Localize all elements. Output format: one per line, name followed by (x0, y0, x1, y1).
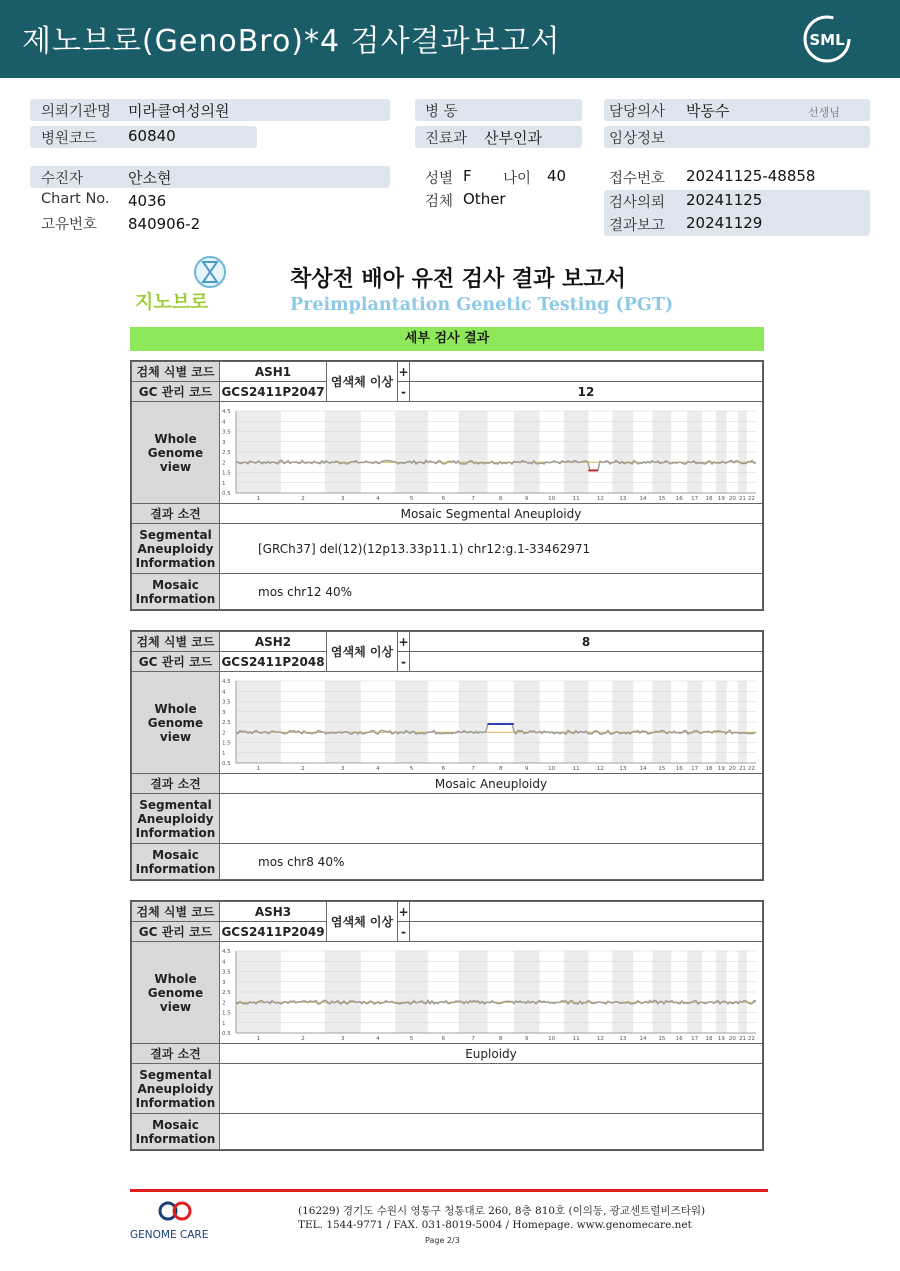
report-subtitle: Preimplantation Genetic Testing (PGT) (290, 295, 674, 315)
sex-value: F (463, 167, 472, 185)
doctor-value: 박동수 (686, 102, 730, 120)
x-tick-label: 7 (471, 495, 475, 502)
x-tick-label: 17 (691, 765, 699, 772)
x-tick-label: 6 (441, 765, 446, 772)
chrom-abnormal-label: 염색체 이상 (327, 902, 398, 942)
x-tick-label: 16 (675, 765, 683, 772)
seg-label-line: Segmental (139, 527, 212, 542)
seg-info-label (132, 794, 220, 844)
mosaic-label-line: Information (135, 591, 216, 606)
request-value: 20241125 (686, 191, 763, 209)
y-tick-label: 4.5 (222, 948, 231, 955)
x-tick-label: 1 (256, 495, 261, 502)
wgv-label-line: Genome (147, 985, 204, 1000)
seg-label-line: Segmental (139, 797, 212, 812)
y-tick-label: 1.5 (222, 1010, 231, 1016)
result-label: 결과 소견 (132, 774, 220, 794)
plus-sign: + (398, 902, 410, 922)
x-tick-label: 15 (658, 495, 666, 502)
wgv-label (132, 942, 220, 1044)
institution-value: 미라클여성의원 (128, 102, 230, 120)
sample-block-2 (130, 630, 764, 881)
seg-info-value (220, 794, 763, 844)
x-tick-label: 5 (409, 765, 414, 772)
institution-label: 의뢰기관명 (41, 104, 112, 120)
x-tick-label: 16 (675, 1035, 683, 1042)
y-tick-label: 3 (222, 709, 226, 716)
x-tick-label: 15 (658, 1035, 666, 1042)
result-label: 결과 소견 (132, 504, 220, 524)
seg-info-label (132, 1064, 220, 1114)
y-tick-label: 1.5 (222, 470, 231, 476)
plus-sign: + (398, 362, 410, 382)
gc-code-value: GCS2411P2047 (220, 382, 327, 402)
x-tick-label: 12 (596, 495, 604, 502)
loss-chromosomes (410, 652, 763, 672)
sample-code-value: ASH2 (220, 632, 327, 652)
ward-label: 병 동 (425, 104, 458, 120)
sample-code-label: 검체 식별 코드 (132, 362, 220, 382)
seg-label-line: Information (135, 1095, 216, 1110)
x-tick-label: 13 (619, 495, 627, 502)
loss-chromosomes: 12 (410, 382, 763, 402)
chrom-abnormal-label: 염색체 이상 (327, 632, 398, 672)
genome-care-logo-icon (128, 1200, 228, 1244)
mosaic-info-value: mos chr12 40% (220, 574, 763, 610)
footer-address (298, 1204, 705, 1232)
receipt-label: 접수번호 (609, 171, 666, 187)
gc-code-label: GC 관리 코드 (132, 652, 220, 672)
wgv-label-line: Genome (147, 445, 204, 460)
x-tick-label: 8 (498, 765, 503, 772)
y-tick-label: 0.5 (222, 1030, 231, 1037)
dept-label: 진료과 (425, 131, 468, 147)
seg-label-line: Aneuploidy (137, 1081, 214, 1096)
x-tick-label: 12 (596, 1035, 604, 1042)
seg-label-line: Aneuploidy (137, 541, 214, 556)
x-tick-label: 13 (619, 1035, 627, 1042)
minus-sign: - (398, 922, 410, 942)
y-tick-label: 4 (222, 958, 226, 965)
y-tick-label: 1 (222, 750, 226, 757)
page-title: 제노브로(GenoBro)*4 검사결과보고서 (22, 24, 561, 59)
y-tick-label: 1.5 (222, 740, 231, 746)
gc-code-label: GC 관리 코드 (132, 382, 220, 402)
mosaic-label-line: Information (135, 1131, 216, 1146)
wgv-label-line: Whole (154, 431, 197, 446)
x-tick-label: 4 (376, 495, 380, 502)
seg-label-line: Aneuploidy (137, 811, 214, 826)
hospital-code-label: 병원코드 (41, 131, 98, 147)
x-tick-label: 9 (524, 765, 529, 772)
y-tick-label: 3 (222, 979, 226, 986)
gain-chromosomes (410, 362, 763, 382)
clinical-label: 임상정보 (609, 131, 666, 147)
footer-divider (130, 1189, 768, 1192)
x-tick-label: 5 (409, 1035, 414, 1042)
x-tick-label: 9 (524, 1035, 529, 1042)
x-tick-label: 20 (728, 495, 736, 502)
y-tick-label: 3 (222, 439, 226, 446)
x-tick-label: 1 (256, 765, 261, 772)
report-date-value: 20241129 (686, 214, 763, 232)
y-tick-label: 1 (222, 480, 226, 487)
x-tick-label: 7 (471, 765, 475, 772)
seg-info-label (132, 524, 220, 574)
svg-text:지노브로: 지노브로 (135, 291, 209, 313)
name-label: 수진자 (41, 171, 84, 187)
x-tick-label: 22 (747, 765, 755, 772)
x-tick-label: 11 (572, 495, 580, 502)
section-header: 세부 검사 결과 (130, 327, 764, 351)
result-value: Mosaic Aneuploidy (220, 774, 763, 794)
receipt-value: 20241125-48858 (686, 167, 816, 185)
sample-block-1 (130, 360, 764, 611)
doctor-suffix: 선생님 (808, 106, 840, 119)
wgv-label-line: view (159, 729, 192, 744)
age-value: 40 (547, 167, 567, 185)
x-tick-label: 11 (572, 765, 580, 772)
x-tick-label: 1 (256, 1035, 261, 1042)
footer-contact-line: TEL. 1544-9771 / FAX. 031-8019-5004 / Homepage. www.genomecare.net (298, 1219, 692, 1231)
x-tick-label: 2 (301, 1035, 305, 1042)
y-tick-label: 2.5 (222, 719, 231, 726)
svg-text:SML: SML (809, 31, 845, 49)
y-tick-label: 2.5 (222, 449, 231, 456)
x-tick-label: 3 (341, 495, 345, 502)
dept-value: 산부인과 (484, 129, 542, 147)
sample-block-3 (130, 900, 764, 1151)
y-tick-label: 4.5 (222, 678, 231, 685)
wgv-label-line: Whole (154, 971, 197, 986)
x-tick-label: 22 (747, 1035, 755, 1042)
sample-code-label: 검체 식별 코드 (132, 902, 220, 922)
y-tick-label: 3.5 (222, 969, 231, 975)
x-tick-label: 5 (409, 495, 414, 502)
x-tick-label: 19 (717, 765, 725, 772)
sex-label: 성별 (425, 171, 454, 187)
y-tick-label: 4 (222, 688, 226, 695)
y-tick-label: 0.5 (222, 760, 231, 767)
x-tick-label: 6 (441, 495, 446, 502)
x-tick-label: 15 (658, 765, 666, 772)
mosaic-info-label (132, 1114, 220, 1150)
x-tick-label: 14 (639, 765, 647, 772)
specimen-value: Other (463, 190, 506, 208)
mosaic-info-label (132, 574, 220, 610)
x-tick-label: 4 (376, 765, 380, 772)
x-tick-label: 4 (376, 1035, 380, 1042)
sample-code-value: ASH3 (220, 902, 327, 922)
specimen-label: 검체 (425, 194, 454, 210)
x-tick-label: 10 (548, 495, 556, 502)
y-tick-label: 4 (222, 418, 226, 425)
result-label: 결과 소견 (132, 1044, 220, 1064)
x-tick-label: 13 (619, 765, 627, 772)
x-tick-label: 20 (728, 765, 736, 772)
x-tick-label: 16 (675, 495, 683, 502)
x-tick-label: 11 (572, 1035, 580, 1042)
wgv-label-line: Genome (147, 715, 204, 730)
x-tick-label: 18 (705, 765, 713, 772)
gc-code-value: GCS2411P2049 (220, 922, 327, 942)
genobro-logo-icon (130, 252, 250, 318)
seg-label-line: Information (135, 825, 216, 840)
sample-code-value: ASH1 (220, 362, 327, 382)
x-tick-label: 10 (548, 765, 556, 772)
genome-view-chart (220, 402, 763, 504)
report-title: 착상전 배아 유전 검사 결과 보고서 (290, 267, 626, 292)
result-value: Euploidy (220, 1044, 763, 1064)
gc-code-value: GCS2411P2048 (220, 652, 327, 672)
seg-label-line: Segmental (139, 1067, 212, 1082)
genome-view-chart (220, 942, 763, 1044)
x-tick-label: 19 (717, 495, 725, 502)
x-tick-label: 8 (498, 495, 503, 502)
y-tick-label: 2.5 (222, 989, 231, 996)
x-tick-label: 6 (441, 1035, 446, 1042)
seg-info-value: [GRCh37] del(12)(12p13.33p11.1) chr12:g.1-33462971 (220, 524, 763, 574)
wgv-label-line: Whole (154, 701, 197, 716)
chart-value: 4036 (128, 192, 167, 210)
svg-text:GENOME CARE: GENOME CARE (130, 1229, 209, 1241)
x-tick-label: 3 (341, 765, 345, 772)
y-tick-label: 2 (222, 459, 226, 466)
mosaic-label-line: Mosaic (152, 847, 199, 862)
seg-info-value (220, 1064, 763, 1114)
gain-chromosomes: 8 (410, 632, 763, 652)
minus-sign: - (398, 652, 410, 672)
x-tick-label: 21 (738, 1035, 746, 1042)
chrom-abnormal-label: 염색체 이상 (327, 362, 398, 402)
x-tick-label: 8 (498, 1035, 503, 1042)
result-value: Mosaic Segmental Aneuploidy (220, 504, 763, 524)
doctor-label: 담당의사 (609, 104, 666, 120)
genome-view-chart (220, 672, 763, 774)
loss-chromosomes (410, 922, 763, 942)
page-header (0, 0, 900, 78)
gc-code-label: GC 관리 코드 (132, 922, 220, 942)
x-tick-label: 22 (747, 495, 755, 502)
mosaic-label-line: Information (135, 861, 216, 876)
y-tick-label: 2 (222, 999, 226, 1006)
x-tick-label: 21 (738, 495, 746, 502)
x-tick-label: 17 (691, 1035, 699, 1042)
x-tick-label: 2 (301, 495, 305, 502)
x-tick-label: 20 (728, 1035, 736, 1042)
plus-sign: + (398, 632, 410, 652)
mosaic-info-label (132, 844, 220, 880)
age-label: 나이 (503, 171, 532, 187)
name-value: 안소현 (128, 169, 172, 187)
mosaic-info-value (220, 1114, 763, 1150)
wgv-label-line: view (159, 459, 192, 474)
y-tick-label: 0.5 (222, 490, 231, 497)
wgv-label (132, 672, 220, 774)
report-date-label: 결과보고 (609, 218, 666, 234)
chart-label: Chart No. (41, 191, 110, 207)
request-label: 검사의뢰 (609, 195, 666, 211)
x-tick-label: 18 (705, 1035, 713, 1042)
wgv-label-line: view (159, 999, 192, 1014)
x-tick-label: 9 (524, 495, 529, 502)
hospital-code-value: 60840 (128, 127, 176, 145)
sml-logo-icon (802, 14, 852, 64)
x-tick-label: 7 (471, 1035, 475, 1042)
mosaic-label-line: Mosaic (152, 1117, 199, 1132)
footer-address-line: (16229) 경기도 수원시 영통구 청통대로 260, 8층 810호 (이의동, 광교센트럴비즈타워) (298, 1205, 706, 1217)
x-tick-label: 3 (341, 1035, 345, 1042)
x-tick-label: 21 (738, 765, 746, 772)
id-label: 고유번호 (41, 217, 98, 233)
wgv-label (132, 402, 220, 504)
y-tick-label: 2 (222, 729, 226, 736)
x-tick-label: 19 (717, 1035, 725, 1042)
gain-chromosomes (410, 902, 763, 922)
sample-code-label: 검체 식별 코드 (132, 632, 220, 652)
x-tick-label: 10 (548, 1035, 556, 1042)
x-tick-label: 12 (596, 765, 604, 772)
id-value: 840906-2 (128, 215, 201, 233)
x-tick-label: 14 (639, 1035, 647, 1042)
x-tick-label: 14 (639, 495, 647, 502)
y-tick-label: 1 (222, 1020, 226, 1027)
y-tick-label: 3.5 (222, 429, 231, 435)
y-tick-label: 3.5 (222, 699, 231, 705)
minus-sign: - (398, 382, 410, 402)
x-tick-label: 17 (691, 495, 699, 502)
mosaic-info-value: mos chr8 40% (220, 844, 763, 880)
y-tick-label: 4.5 (222, 408, 231, 415)
x-tick-label: 18 (705, 495, 713, 502)
mosaic-label-line: Mosaic (152, 577, 199, 592)
x-tick-label: 2 (301, 765, 305, 772)
seg-label-line: Information (135, 555, 216, 570)
page-number: Page 2/3 (425, 1236, 460, 1245)
